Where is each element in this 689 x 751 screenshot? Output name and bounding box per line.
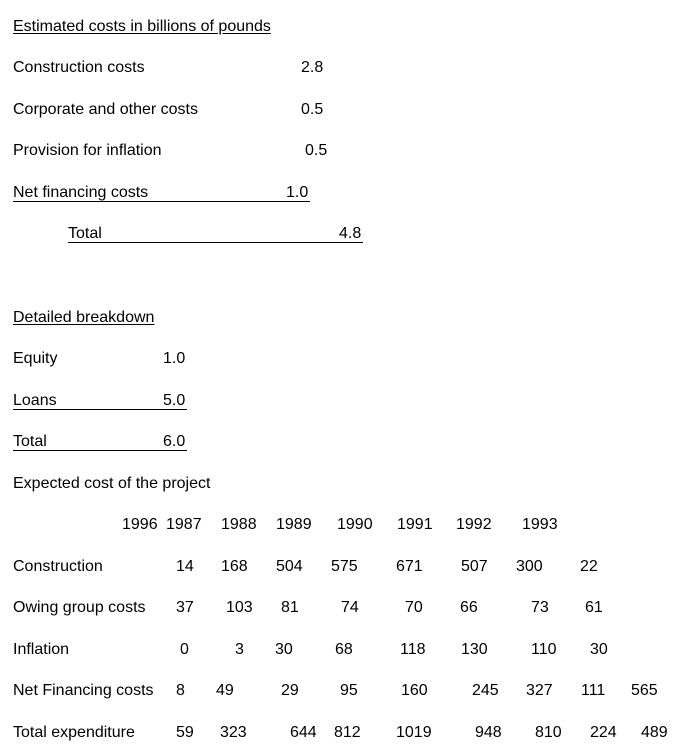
construction-costs-value: 2.8 xyxy=(301,59,324,76)
table-cell: 74 xyxy=(341,599,359,616)
year-header: 1988 xyxy=(221,516,257,533)
table-cell: 489 xyxy=(641,724,668,741)
estimated-costs-heading: Estimated costs in billions of pounds xyxy=(13,18,271,35)
table-cell: 504 xyxy=(276,558,303,575)
table-cell: 160 xyxy=(401,682,428,699)
table-cell: 66 xyxy=(460,599,478,616)
detailed-breakdown-heading: Detailed breakdown xyxy=(13,309,155,326)
table-cell: 224 xyxy=(590,724,617,741)
table-cell: 49 xyxy=(216,682,234,699)
breakdown-total-label: Total xyxy=(13,433,47,450)
table-cell: 507 xyxy=(461,558,488,575)
year-header: 1990 xyxy=(337,516,373,533)
corporate-costs-label: Corporate and other costs xyxy=(13,101,198,118)
construction-row-label: Construction xyxy=(13,558,103,575)
net-financing-value: 1.0 xyxy=(286,184,309,201)
table-cell: 245 xyxy=(472,682,499,699)
corporate-costs-value: 0.5 xyxy=(301,101,324,118)
table-cell: 30 xyxy=(590,641,608,658)
year-header: 1993 xyxy=(522,516,558,533)
equity-value: 1.0 xyxy=(163,350,186,367)
table-cell: 575 xyxy=(331,558,358,575)
table-cell: 22 xyxy=(580,558,598,575)
table-cell: 37 xyxy=(176,599,194,616)
net-financing-row-label: Net Financing costs xyxy=(13,682,154,699)
owing-group-row-label: Owing group costs xyxy=(13,599,146,616)
year-header: 1989 xyxy=(276,516,312,533)
table-cell: 323 xyxy=(220,724,247,741)
total-expenditure-row-label: Total expenditure xyxy=(13,724,135,741)
table-cell: 3 xyxy=(235,641,244,658)
table-cell: 61 xyxy=(585,599,603,616)
table-cell: 327 xyxy=(526,682,553,699)
table-cell: 0 xyxy=(180,641,189,658)
estimated-total-value: 4.8 xyxy=(339,225,362,242)
equity-label: Equity xyxy=(13,350,58,367)
table-cell: 565 xyxy=(631,682,658,699)
breakdown-total-value: 6.0 xyxy=(163,433,186,450)
year-header: 1987 xyxy=(166,516,202,533)
table-cell: 59 xyxy=(176,724,194,741)
table-cell: 95 xyxy=(340,682,358,699)
loans-value: 5.0 xyxy=(163,392,186,409)
inflation-row-label: Inflation xyxy=(13,641,70,658)
expected-cost-heading: Expected cost of the project xyxy=(13,475,211,492)
year-header: 1991 xyxy=(397,516,433,533)
table-cell: 1019 xyxy=(396,724,432,741)
table-cell: 810 xyxy=(535,724,562,741)
inflation-provision-value: 0.5 xyxy=(305,142,328,159)
table-cell: 812 xyxy=(334,724,361,741)
table-cell: 81 xyxy=(281,599,299,616)
year-header: 1996 xyxy=(122,516,158,533)
table-cell: 644 xyxy=(290,724,317,741)
table-cell: 29 xyxy=(281,682,299,699)
table-cell: 168 xyxy=(221,558,248,575)
table-cell: 110 xyxy=(531,641,557,658)
table-cell: 111 xyxy=(581,682,606,699)
construction-costs-label: Construction costs xyxy=(13,59,145,76)
year-header: 1992 xyxy=(456,516,492,533)
table-cell: 118 xyxy=(400,641,426,658)
table-cell: 948 xyxy=(475,724,502,741)
loans-underline xyxy=(13,409,187,410)
estimated-total-label: Total xyxy=(68,225,102,242)
table-cell: 14 xyxy=(176,558,194,575)
estimated-total-underline xyxy=(68,242,363,243)
table-cell: 130 xyxy=(461,641,488,658)
table-cell: 103 xyxy=(226,599,253,616)
loans-label: Loans xyxy=(13,392,57,409)
inflation-provision-label: Provision for inflation xyxy=(13,142,162,159)
table-cell: 68 xyxy=(335,641,353,658)
table-cell: 73 xyxy=(531,599,549,616)
net-financing-label: Net financing costs xyxy=(13,184,149,201)
table-cell: 30 xyxy=(275,641,293,658)
table-cell: 671 xyxy=(396,558,423,575)
net-financing-underline xyxy=(13,201,310,202)
table-cell: 70 xyxy=(405,599,423,616)
table-cell: 300 xyxy=(516,558,543,575)
table-cell: 8 xyxy=(176,682,185,699)
breakdown-total-underline xyxy=(13,450,187,451)
